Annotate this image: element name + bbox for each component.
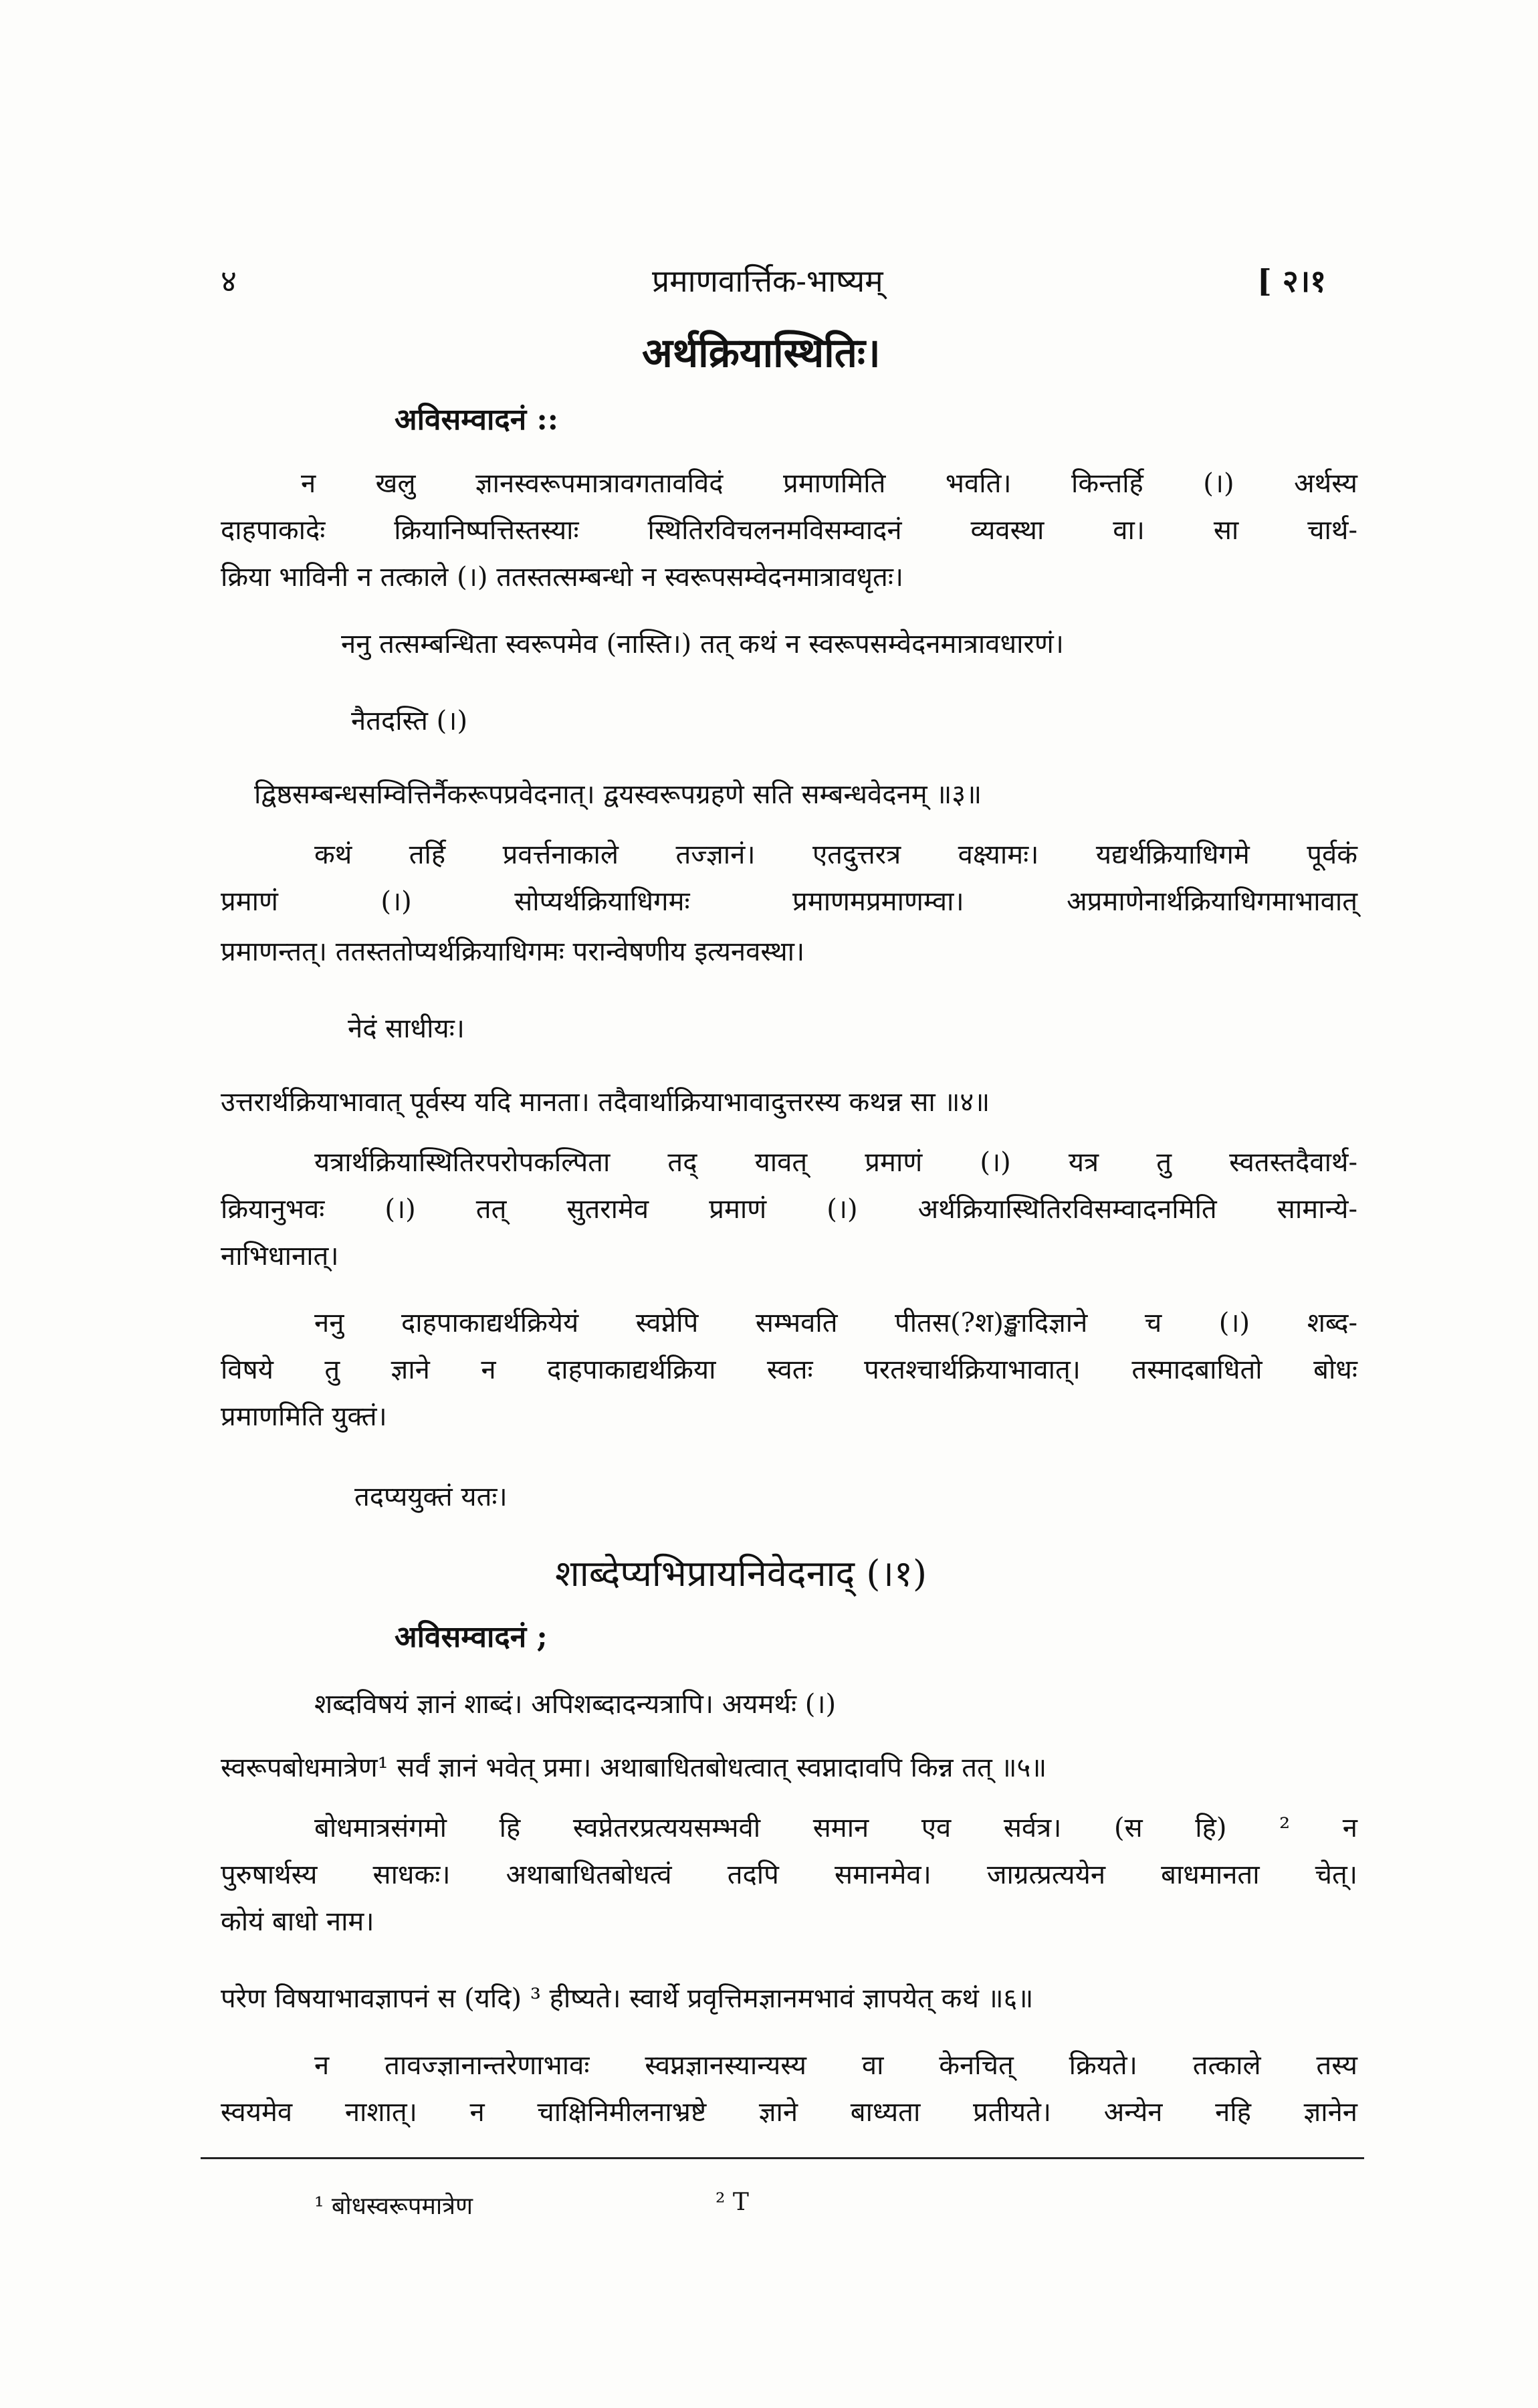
text-line: क्रियानुभवः (।) तत् सुतरामेव प्रमाणं (।) अर्थक्रियास्थितिरविसम्वादनमिति सामान्ये-	[221, 1194, 1357, 1225]
text-line: कोयं बाधो नाम।	[221, 1906, 374, 1937]
text-line: न खलु ज्ञानस्वरूपमात्रावगतावविदं प्रमाणमिति भवति। किन्तर्हि (।) अर्थस्य	[301, 468, 1357, 499]
text-line: नैतदस्ति (।)	[351, 706, 468, 736]
verse-line: परेण विषयाभावज्ञापनं स (यदि) ³ हीष्यते। स्वार्थे प्रवृत्तिमज्ञानमभावं ज्ञापयेत् कथं ॥६॥	[221, 1983, 1034, 2014]
text-line: ननु तत्सम्बन्धिता स्वरूपमेव (नास्ति।) तत् कथं न स्वरूपसम्वेदनमात्रावधारणं।	[341, 629, 1064, 660]
text-line: प्रमाणन्तत्। ततस्ततोप्यर्थक्रियाधिगमः परान्वेषणीय इत्यनवस्था।	[221, 936, 805, 967]
text-line: तदप्ययुक्तं यतः।	[354, 1482, 508, 1512]
text-line: यत्रार्थक्रियास्थितिरपरोपकल्पिता तद् यावत् प्रमाणं (।) यत्र तु स्वतस्तदैवार्थ-	[314, 1147, 1357, 1178]
text-line: दाहपाकादेः क्रियानिष्पत्तिस्तस्याः स्थितिरविचलनमविसम्वादनं व्यवस्था वा। सा चार्थ-	[221, 515, 1357, 546]
text-line: क्रिया भाविनी न तत्काले (।) ततस्तत्सम्बन्धो न स्वरूपसम्वेदनमात्रावधृतः।	[221, 562, 904, 593]
text-line: कथं तर्हि प्रवर्त्तनाकाले तज्ज्ञानं। एतदुत्तरत्र वक्ष्यामः। यद्यर्थक्रियाधिगमे पूर्वकं	[314, 839, 1357, 870]
section-reference: [ २।१	[1257, 263, 1327, 299]
footnote: ² T	[716, 2189, 749, 2216]
text-line: प्रमाणमिति युक्तं।	[221, 1401, 387, 1432]
text-line: विषये तु ज्ञाने न दाहपाकाद्यर्थक्रिया स्वतः परतश्चार्थक्रियाभावात्। तस्मादबाधितो बोधः	[221, 1354, 1357, 1385]
text-line: स्वयमेव नाशात्। न चाक्षिनिमीलनाभ्रष्टे ज्ञाने बाध्यता प्रतीयते। अन्येन नहि ज्ञानेन	[221, 2097, 1357, 2128]
text-line: न तावज्ज्ञानान्तरेणाभावः स्वप्नज्ञानस्यान्यस्य वा केनचित् क्रियते। तत्काले तस्य	[314, 2050, 1357, 2081]
subheading: अविसम्वादनं ::	[395, 403, 558, 437]
verse-line: उत्तरार्थक्रियाभावात् पूर्वस्य यदि मानता। तदैवार्थाक्रियाभावादुत्तरस्य कथन्न सा ॥४॥	[221, 1087, 990, 1118]
verse-line: द्विष्ठसम्बन्धसम्वित्तिर्नैकरूपप्रवेदनात्। द्वयस्वरूपग्रहणे सति सम्बन्धवेदनम् ॥३॥	[254, 779, 982, 810]
verse-heading: शाब्देप्यभिप्रायनिवेदनाद् (।१)	[555, 1552, 927, 1595]
text-line: नेदं साधीयः।	[348, 1013, 465, 1044]
text-line: नाभिधानात्।	[221, 1241, 339, 1272]
verse-line: स्वरूपबोधमात्रेण¹ सर्वं ज्ञानं भवेत् प्रमा। अथाबाधितबोधत्वात् स्वप्नादावपि किन्न तत् ॥५॥	[221, 1752, 1047, 1783]
text-line: प्रमाणं (।) सोप्यर्थक्रियाधिगमः प्रमाणमप्रमाणम्वा। अप्रमाणेनार्थक्रियाधिगमाभावात्	[221, 886, 1357, 917]
text-line: बोधमात्रसंगमो हि स्वप्नेतरप्रत्ययसम्भवी समान एव सर्वत्र। (स हि) ² न	[314, 1813, 1357, 1843]
text-line: पुरुषार्थस्य साधकः। अथाबाधितबोधत्वं तदपि समानमेव। जाग्रत्प्रत्ययेन बाधमानता चेत्।	[221, 1860, 1357, 1890]
subheading: अविसम्वादनं ;	[395, 1620, 548, 1654]
text-line: ननु दाहपाकाद्यर्थक्रियेयं स्वप्नेपि सम्भवति पीतस(?श)ङ्खादिज्ञाने च (।) शब्द-	[314, 1308, 1357, 1338]
running-title: प्रमाणवार्त्तिक-भाष्यम्	[652, 263, 883, 299]
text-line: शब्दविषयं ज्ञानं शाब्दं। अपिशब्दादन्यत्रापि। अयमर्थः (।)	[314, 1689, 837, 1720]
page-number: ४	[221, 263, 237, 299]
footnote: ¹ बोधस्वरूपमात्रेण	[314, 2193, 473, 2220]
section-title: अर्थक्रियास्थितिः।	[642, 330, 881, 377]
footnote-divider	[201, 2157, 1364, 2159]
